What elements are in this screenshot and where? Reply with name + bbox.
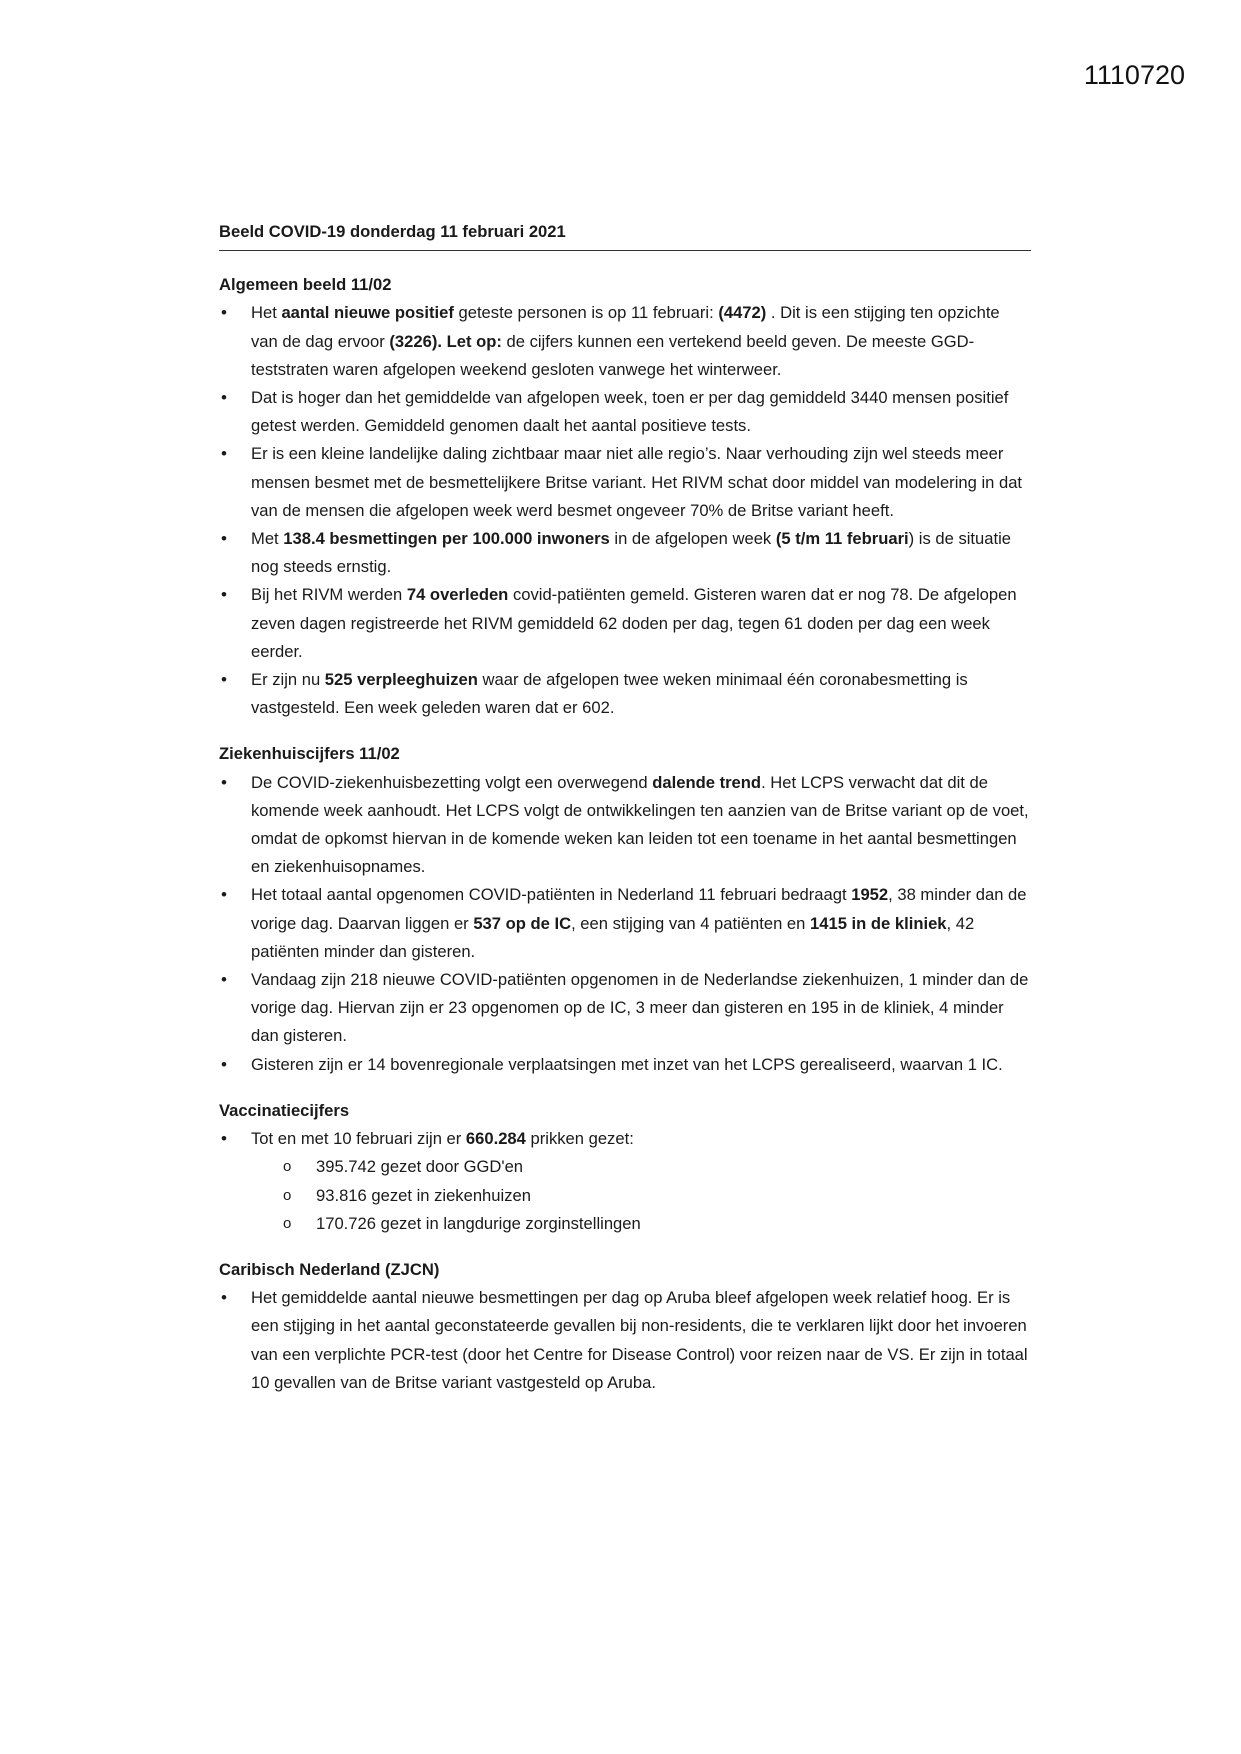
- sub-list: [251, 1153, 1031, 1238]
- bold-text: 1952: [851, 885, 889, 905]
- text-segment: Het: [251, 303, 282, 323]
- text-segment: Tot en met 10 februari zijn er: [251, 1129, 466, 1149]
- section-3: [219, 1256, 1031, 1397]
- text-segment: De COVID-ziekenhuisbezetting volgt een overwegend: [251, 772, 653, 792]
- text-segment: Er zijn nu: [251, 670, 325, 690]
- bullet-item: [219, 525, 1031, 581]
- bullet-item: [219, 1284, 1031, 1397]
- section-0: [219, 271, 1031, 722]
- text-segment: Met: [251, 529, 284, 549]
- bullet-list: [219, 769, 1031, 1079]
- document-body: [219, 218, 1031, 1415]
- text-segment: Vandaag zijn 218 nieuwe COVID-patiënten opgenomen in de Nederlandse ziekenhuizen, 1 minder dan de vorige dag. Hiervan zijn er 23 opgenomen op de IC, 3 meer dan gisteren en 195 in de kliniek, 4 minder dan gisteren.: [251, 970, 1029, 1046]
- sub-item: o 170.726 gezet in langdurige zorginstellingen: [251, 1210, 1031, 1238]
- section-heading: Algemeen beeld 11/02: [219, 275, 392, 295]
- bullet-item: [219, 1051, 1031, 1079]
- bold-text: (5 t/m 11 februari: [775, 529, 909, 549]
- bullet-list: [219, 1125, 1031, 1238]
- section-heading: Caribisch Nederland (ZJCN): [219, 1259, 440, 1279]
- bullet-item: [219, 384, 1031, 440]
- text-segment: in de afgelopen week: [609, 529, 776, 549]
- text-segment: ) is de situatie nog steeds ernstig.: [251, 529, 1012, 577]
- bullet-item: [219, 299, 1031, 384]
- bullet-item: [219, 881, 1031, 966]
- text-segment: , 42 patiënten minder dan gisteren.: [251, 913, 975, 961]
- text-segment: , 38 minder dan de vorige dag. Daarvan liggen er: [251, 885, 1027, 933]
- bullet-item: [219, 1125, 1031, 1238]
- text-segment: covid-patiënten gemeld. Gisteren waren dat er nog 78. De afgelopen zeven dagen registreerde het RIVM gemiddeld 62 doden per dag, tegen 61 doden per dag een week eerder.: [251, 585, 1017, 661]
- bold-text: 525 verpleeghuizen: [324, 670, 478, 690]
- text-segment: . Het LCPS verwacht dat dit de komende week aanhoudt. Het LCPS volgt de ontwikkelingen ten aanzien van de Britse variant op de voet, omdat de opkomst hiervan in de komende weken kan leiden tot een toename in het aantal besmettingen en ziekenhuisopnames.: [251, 772, 1029, 877]
- bold-text: aantal nieuwe positief: [281, 303, 454, 323]
- text-segment: Dat is hoger dan het gemiddelde van afgelopen week, toen er per dag gemiddeld 3440 mensen positief getest werden. Gemiddeld genomen daalt het aantal positieve tests.: [251, 388, 1009, 436]
- bold-text: 1415 in de kliniek: [810, 913, 947, 933]
- document-title: Beeld COVID-19 donderdag 11 februari 2021: [219, 218, 1031, 251]
- bold-text: (3226).: [389, 331, 442, 351]
- section-1: [219, 740, 1031, 1078]
- text-segment: Er is een kleine landelijke daling zichtbaar maar niet alle regio’s. Naar verhouding zijn wel steeds meer mensen besmet met de besmettelijkere Britse variant. Het RIVM schat door middel van modelering in dat van de mensen die afgelopen week werd besmet ongeveer 70% de Britse variant heeft.: [251, 444, 1023, 520]
- text-segment: de cijfers kunnen een vertekend beeld geven. De meeste GGD-teststraten waren afgelopen weekend gesloten vanwege het winterweer.: [251, 331, 975, 379]
- bullet-item: [219, 581, 1031, 666]
- text-segment: Het gemiddelde aantal nieuwe besmettingen per dag op Aruba bleef afgelopen week relatief hoog. Er is een stijging in het aantal geconstateerde gevallen bij non-residents, die te verklaren lijkt door het invoeren van een verplichte PCR-test (door het Centre for Disease Control) voor reizen naar de VS. Er zijn in totaal 10 gevallen van de Britse variant vastgesteld op Aruba.: [251, 1288, 1028, 1392]
- bold-text: Let op:: [446, 331, 502, 351]
- text-segment: . Dit is een stijging ten opzichte van de dag ervoor: [251, 303, 1000, 351]
- text-segment: Gisteren zijn er 14 bovenregionale verplaatsingen met inzet van het LCPS gerealiseerd, waarvan 1 IC.: [251, 1054, 1003, 1074]
- bold-text: dalende trend: [652, 772, 762, 792]
- text-segment: Bij het RIVM werden: [251, 585, 407, 605]
- section-2: [219, 1097, 1031, 1238]
- bullet-list: [219, 1284, 1031, 1397]
- section-heading: Vaccinatiecijfers: [219, 1100, 350, 1120]
- bullet-list: [219, 299, 1031, 722]
- bold-text: (4472): [718, 303, 767, 323]
- bullet-item: [219, 966, 1031, 1051]
- bold-text: 660.284: [465, 1129, 526, 1149]
- bold-text: 537 op de IC: [473, 913, 572, 933]
- text-segment: geteste personen is op 11 februari:: [453, 303, 719, 323]
- bullet-item: [219, 769, 1031, 882]
- sections-container: [219, 271, 1031, 1397]
- text-segment: Het totaal aantal opgenomen COVID-patiënten in Nederland 11 februari bedraagt: [251, 885, 852, 905]
- bold-text: 74 overleden: [406, 585, 509, 605]
- document-number: 1110720: [1083, 60, 1185, 90]
- sub-item: o 395.742 gezet door GGD'en: [251, 1153, 1031, 1181]
- text-segment: waar de afgelopen twee weken minimaal één coronabesmetting is vastgesteld. Een week geleden waren dat er 602.: [251, 670, 968, 718]
- text-segment: prikken gezet:: [525, 1129, 634, 1149]
- bullet-item: [219, 666, 1031, 722]
- text-segment: , een stijging van 4 patiënten en: [571, 913, 811, 933]
- section-heading: Ziekenhuiscijfers 11/02: [219, 744, 400, 764]
- bullet-item: [219, 440, 1031, 525]
- sub-item: o 93.816 gezet in ziekenhuizen: [251, 1182, 1031, 1210]
- bold-text: 138.4 besmettingen per 100.000 inwoners: [283, 529, 610, 549]
